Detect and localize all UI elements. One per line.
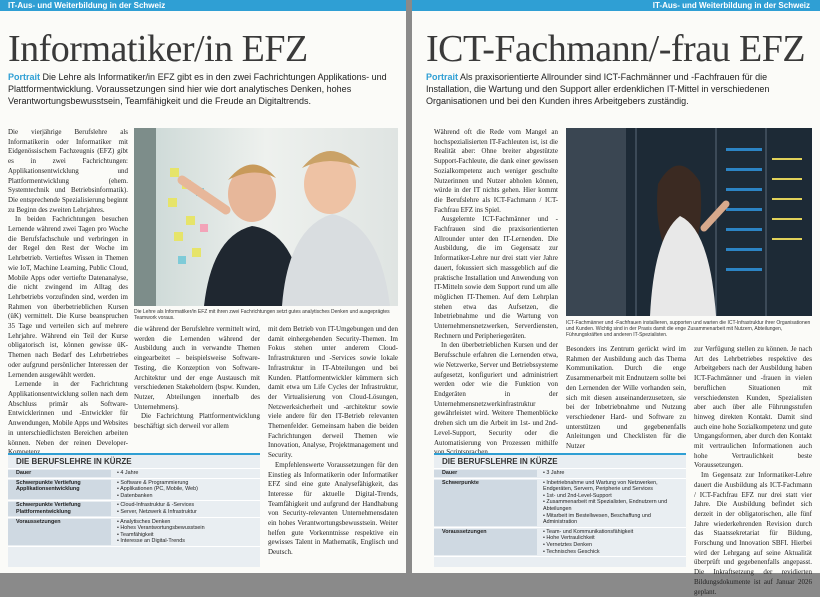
paragraph: Im Gegensatz zur Informatiker-Lehre dauert die Ausbildung als ICT-Fachmann / ICT-Fachfrau EFZ nur drei statt vier Jahre. Die Ausbildung befindet sich derzeit in der obligatorischen, alle fünf Jahre wiederkehrenden Revision durch das Staatssekretariat für Bildung, Forschung und Innovation SBFI. Hierbei wird der Lehrgang auf seine Aktualität überprüft und gegebenenfalls angepasst. Die Inkraftsetzung der revidierten Bildungsdokumente ist auf Januar 2026 geplant. [694, 471, 812, 596]
table-row [8, 469, 260, 479]
row-value: • Server, Netzwerk & Infrastruktur [117, 509, 260, 516]
row-value: • Team- und Kommunikationsfähigkeit [543, 529, 686, 536]
row-key: Schwerpunkte Vertiefung Applikationsentwicklung [8, 480, 111, 500]
lead-keyword: Portrait [426, 72, 459, 82]
lead-paragraph [8, 71, 398, 108]
row-value: • Analytisches Denken [117, 519, 260, 526]
row-value: • Interesse an Digital-Trends [117, 538, 260, 545]
lead-text: Die Lehre als Informatiker/in EFZ gibt es in den zwei Fachrichtungen Applikations- und Plattformentwicklung. Voraussetzungen sind hier wie dort analytisches Denken, hohes Verantwortungsbewusstsein, Teamfähigkeit und die Freude an Digitaltrends. [8, 72, 387, 107]
row-value: • Inbetriebnahme und Wartung von Netzwerken, Endgeräten, Servern, Peripherie und Services [543, 480, 686, 493]
photo-caption: Die Lehre als Informatiker/in EFZ mit ihren zwei Fachrichtungen setzt gutes analytisches Denken und ausgeprägtes Teamwork voraus. [134, 309, 390, 322]
row-key: Schwerpunkte [434, 480, 537, 526]
section-band [412, 0, 820, 11]
lead-text: Als praxisorientierte Allrounder sind ICT-Fachmänner und -Fachfrauen für die Installation, die Wartung und den Support aller erdenklichen IT-Mittel in verschiedenen Organisationen und bei den Kunden ihres Arbeitgebers zuständig. [426, 72, 770, 107]
row-value: • 3 Jahre [543, 470, 686, 477]
text-column-1 [434, 128, 558, 446]
row-value: • 4 Jahre [117, 470, 260, 477]
row-key: Dauer [434, 470, 537, 477]
summary-table [8, 469, 260, 547]
row-key: Voraussetzungen [434, 529, 537, 555]
table-row [434, 479, 686, 528]
table-row [8, 518, 260, 547]
table-row [8, 501, 260, 517]
left-page [0, 0, 406, 573]
row-key: Voraussetzungen [8, 519, 111, 545]
summary-box [8, 453, 260, 567]
lead-paragraph [426, 71, 812, 108]
summary-box [434, 453, 686, 567]
row-value: • Technisches Geschick [543, 549, 686, 556]
row-value: • Zusammenarbeit mit Spezialisten, Endnutzern und Abteilungen [543, 499, 686, 512]
page-title: Informatiker/in EFZ [8, 28, 308, 70]
section-label: IT-Aus- und Weiterbildung in der Schweiz [8, 1, 166, 10]
table-row [434, 528, 686, 557]
text-column-2 [134, 325, 260, 449]
row-value: • Hohes Verantwortungsbewusstsein [117, 525, 260, 532]
row-key: Dauer [8, 470, 111, 477]
paragraph: Während oft die Rede vom Mangel an hochspezialisierten IT-Fachleuten ist, ist die Realität aber: Ohne breiter abgestützte Support-Fachleute, die dank einer gewissen Sozialkompetenz auch weniger geschulte Nutzerinnen und Nutzer abholen können, würde in der IT nichts gehen. Hier kommt die Berufslehre als ICT-Fachmann / ICT-Fachfrau EFZ ins Spiel. [434, 128, 558, 214]
row-value: • 1st- und 2nd-Level-Support [543, 493, 686, 500]
paragraph: In beiden Fachrichtungen besuchen Lernende während zwei Tagen pro Woche die Berufsfachschule und verbringen in der Regel den Rest der Woche im Lehrbetrieb. Vertieftes Wissen in Themen wie IoT, Machine Learning, Public Cloud, Mobile Apps oder vertiefte Datenanalyse, die nicht zwingend im Alltag des Lehrbetriebs vorzufinden sind, werden im Rahmen von überbetrieblichen Kursen (üK) vermittelt. Die Kurse beanspruchen 35 Tage und verteilen sich auf mehrere Lehrjahre. Während ein Teil der Kurse obligatorisch ist, können gewisse üK-Themen nach Bedarf des Lehrbetriebes oder aufgrund persönlicher Interessen der Lernenden ausgewählt werden. [8, 215, 128, 379]
row-value: • Vernetztes Denken [543, 542, 686, 549]
row-value: • Applikationen (PC, Mobile, Web) [117, 486, 260, 493]
row-value: • Datenbanken [117, 493, 260, 500]
text-column-3 [268, 325, 398, 570]
row-value: • Cloud-Infrastruktur & -Services [117, 502, 260, 509]
summary-table [434, 469, 686, 557]
paragraph: Ausgelernte ICT-Fachmänner und -Fachfrauen sind die praxisorientierten Allrounder unter den IT-Lernenden. Die Ausbildung, die im Gegensatz zur Informatiker-Lehre nur drei statt vier Jahre dauert, fokussiert sich massgeblich auf die praktische Installation und Anwendung von IT-Mitteln sowie dem Support rund um alle möglichen IT-Themen. Auf dem Lehrplan stehen etwa das Aufsetzen, die Inbetriebnahme und die Wartung von Unternehmensnetzwerken, Serverdiensten, Rechnern und Peripheriegeräten. [434, 215, 558, 340]
section-label: IT-Aus- und Weiterbildung in der Schweiz [652, 1, 810, 10]
row-value: • Software & Programmierung [117, 480, 260, 487]
paragraph: mit dem Betrieb von IT-Umgebungen und den damit einhergehenden Security-Themen. Im Fokus stehen unter anderem Cloud-Infrastrukturen und -Services sowie lokale Infrastruktur in IT-Abteilungen und bei Kunden. Plattformentwickler kümmern sich damit etwa um Life Cycles der Infrastruktur, der Virtualisierung von Cloud-Lösungen, Netzwerksicherheit und -architektur sowie viele andere für den IT-Betrieb relevanten Themenfelder. Gemeinsam haben die beiden Fachrichtungen derweil Themen wie Innovation, Analyse, Projektmanagement und Security. [268, 325, 398, 460]
paragraph: Die vierjährige Berufslehre als Informatikerin oder Informatiker mit Eidgenössischem Fachzeugnis (EFZ) gibt es in zwei Fachrichtungen: Applikationsentwicklung und Plattformentwicklung (ehem. Systemtechnik und Betriebsinformatik). Die entsprechende Spezialisierung beginnt zu Beginn des zweiten Lehrjahres. [8, 128, 128, 214]
students-illustration [134, 128, 398, 306]
paragraph: Lernende in der Fachrichtung Applikationsentwicklung sollen nach dem Abschluss primär als Software-Entwicklerinnen und -Entwickler für Anwendungen, Mobile Apps und Websites in unterschiedlichsten Bereichen arbeiten können. Neben der reinen Developer- [8, 380, 128, 447]
row-value: • Teamfähigkeit [117, 532, 260, 539]
paragraph: Besonders ins Zentrum gerückt wird im Rahmen der Ausbildung auch das Thema Kommunikation. Durch die enge Zusammenarbeit mit Endnutzern sollte bei den Lernenden der Wille vorhanden sein, sich mit diesen auseinanderzusetzen, sie bei der Inbetriebnahme und Nutzung verschiedener Hard- und Software zu unterstützen und gegebenenfalls Anleitungen und Checklisten für die Nutzer [566, 345, 686, 451]
page-title: ICT-Fachmann/-frau EFZ [426, 28, 806, 70]
row-value: • Hohe Vertraulichkeit [543, 535, 686, 542]
text-column-2 [566, 345, 686, 451]
table-row [8, 479, 260, 502]
server-room-photo [566, 128, 812, 316]
row-value: • Mitarbeit im Bestellwesen, Beschaffung und Administration [543, 513, 686, 526]
text-column-1 [8, 128, 128, 448]
lead-keyword: Portrait [8, 72, 41, 82]
photo-caption: ICT-Fachmänner und -Fachfrauen installieren, supporten und warten die ICT-Infrastruktur ihrer Organisationen und Kunden. Wichtig sind in der Praxis damit die enge Zusammenarbeit mit Nutzern, Abteilungen, Führungskräften und anderen IT-Spezialisten. [566, 320, 811, 339]
summary-box-title: DIE BERUFSLEHRE IN KÜRZE [8, 455, 260, 469]
section-band [0, 0, 406, 11]
right-page [412, 0, 820, 596]
text-column-3 [694, 345, 812, 596]
paragraph: In den überbetrieblichen Kursen und der Berufsschule erfahren die Lernenden etwa, wie Netzwerke, Server und Betriebssysteme aufgesetzt, konfiguriert und administriert werden oder wie die Funktion von Endgeräten in der Unternehmensnetzwerkinfrastruktur gewährleistet wird. Weitere Themenblöcke drehen sich um die Arbeit im 1st- und 2nd-Level-Support, Security oder die Automatisierung von Prozessen mithilfe [434, 341, 558, 447]
server-room-illustration [566, 128, 812, 316]
paragraph: zur Verfügung stellen zu können. Je nach Art des Lehrbetriebes respektive des Arbeitgebers nach der Ausbildung haben ICT-Fachmänner und -frauen in vielen beruflichen Situationen mit verschiedensten Kunden, Spezialisten aber auch über alle Führungsstufen hinweg direkten Kontakt. Damit sind auch eine hohe Sozialkompetenz und gute Umgangsformen, aber durch den Kontakt mit vertraulichen Informationen auch hohe Vertraulichkeit beste Voraussetzungen. [694, 345, 812, 470]
paragraph: die während der Berufslehre vermittelt wird, werden die Lernenden während der Ausbildung auch in verwandte Themen eingearbeitet – beispielsweise Software-Testing, die Konzeption von Software-Architektur und der enge Austausch mit verschiedenen Stakeholdern (bspw. Kunden, Nutzer, Abteilungen innerhalb des Unternehmens). [134, 325, 260, 411]
paragraph: Die Fachrichtung Plattformentwicklung beschäftigt sich derweil vor allem [134, 412, 260, 431]
row-key: Schwerpunkte Vertiefung Plattformentwicklung [8, 502, 111, 515]
paragraph: Empfehlenswerte Voraussetzungen für den Einstieg als Informatikerin oder Informatiker EFZ sind eine gute Analysefähigkeit, das Interesse für aktuelle Digital-Trends, Teamfähigkeit und aufgrund der Handhabung von Security-relevanten Unternehmensdaten ein hohes Verantwortungsbewusstsein. Weiter helfen gute Vorkenntnisse respektive ein gewisses Talent in Mathematik, Englisch und Deutsch. [268, 460, 398, 557]
summary-box-title: DIE BERUFSLEHRE IN KÜRZE [434, 455, 686, 469]
table-row [434, 469, 686, 479]
students-photo [134, 128, 398, 306]
